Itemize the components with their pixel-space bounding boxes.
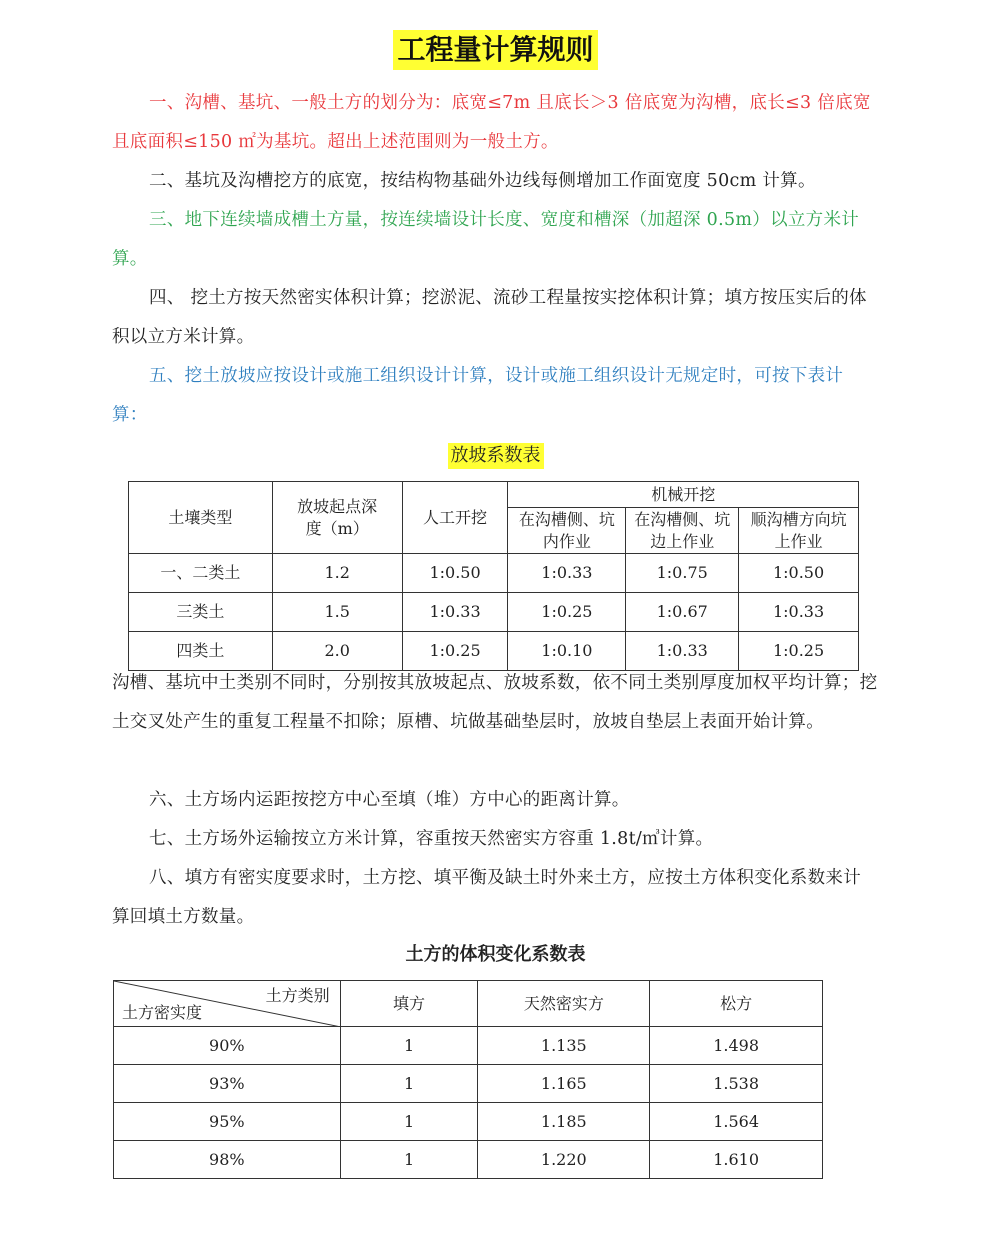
table-cell: 1:0.33 xyxy=(402,593,508,632)
rule-2-paragraph: 二、基坑及沟槽挖方的底宽，按结构物基础外边线每侧增加工作面宽度 50cm 计算。 xyxy=(149,171,816,191)
volume-table-title: 土方的体积变化系数表 xyxy=(405,944,586,965)
slope-table-title: 放坡系数表 xyxy=(448,443,544,469)
table-cell: 1.165 xyxy=(478,1065,650,1103)
table-cell: 90% xyxy=(114,1027,341,1065)
rule-8-paragraph: 八、填方有密实度要求时，土方挖、填平衡及缺土时外来土方，应按土方体积变化系数来计算回填土方数量。 xyxy=(112,868,861,927)
volume-table-title-container xyxy=(0,942,991,968)
table-cell: 1.498 xyxy=(650,1027,823,1065)
volume-change-coefficient-table xyxy=(113,980,823,1179)
table-cell: 93% xyxy=(114,1065,341,1103)
table-cell: 1:0.25 xyxy=(739,632,859,671)
header-mech-sub-2: 在沟槽侧、坑边上作业 xyxy=(626,508,739,554)
rule-3-paragraph: 三、地下连续墙成槽土方量，按连续墙设计长度、宽度和槽深（加超深 0.5m）以立方米计算。 xyxy=(112,210,860,269)
table-cell: 2.0 xyxy=(272,632,402,671)
header-fill: 填方 xyxy=(340,981,478,1027)
rule-7-paragraph: 七、土方场外运输按立方米计算，容重按天然密实方容重 1.8t/㎥计算。 xyxy=(149,829,714,849)
table-row xyxy=(129,593,859,632)
corner-header-category: 土方类别 xyxy=(265,986,330,1005)
table-row xyxy=(114,1103,823,1141)
table-cell: 1 xyxy=(340,1103,478,1141)
title-container xyxy=(0,30,991,70)
header-mechanical: 机械开挖 xyxy=(508,482,859,508)
table-cell: 1 xyxy=(340,1027,478,1065)
table-cell: 1.135 xyxy=(478,1027,650,1065)
table-cell: 1.220 xyxy=(478,1141,650,1179)
header-loose: 松方 xyxy=(650,981,823,1027)
table-cell: 1.564 xyxy=(650,1103,823,1141)
table-cell: 三类土 xyxy=(129,593,273,632)
page-title: 工程量计算规则 xyxy=(393,30,597,70)
table-cell: 一、二类土 xyxy=(129,554,273,593)
table-cell: 1.538 xyxy=(650,1065,823,1103)
table-cell: 98% xyxy=(114,1141,341,1179)
rule-4-paragraph: 四、 挖土方按天然密实体积计算；挖淤泥、流砂工程量按实挖体积计算；填方按压实后的体积以立方米计算。 xyxy=(112,288,867,347)
table-cell: 95% xyxy=(114,1103,341,1141)
header-mech-sub-1: 在沟槽侧、坑内作业 xyxy=(508,508,626,554)
table-cell: 1 xyxy=(340,1065,478,1103)
table-cell: 1:0.75 xyxy=(626,554,739,593)
slope-coefficient-table xyxy=(128,481,859,671)
rule-5-paragraph: 五、挖土放坡应按设计或施工组织设计计算，设计或施工组织设计无规定时，可按下表计算： xyxy=(112,366,844,425)
table-cell: 1 xyxy=(340,1141,478,1179)
table-cell: 1:0.50 xyxy=(739,554,859,593)
table-cell: 1.2 xyxy=(272,554,402,593)
table-cell: 1:0.33 xyxy=(508,554,626,593)
rule-1-paragraph: 一、沟槽、基坑、一般土方的划分为：底宽≤7m 且底长＞3 倍底宽为沟槽，底长≤3 倍底宽且底面积≤150 ㎡为基坑。超出上述范围则为一般土方。 xyxy=(112,93,871,152)
rule-5-note-paragraph: 沟槽、基坑中土类别不同时，分别按其放坡起点、放坡系数，依不同土类别厚度加权平均计算；挖土交叉处产生的重复工程量不扣除；原槽、坑做基础垫层时，放坡自垫层上表面开始计算。 xyxy=(112,673,878,732)
header-soil-type: 土壤类型 xyxy=(129,482,273,554)
corner-header-cell xyxy=(114,981,341,1027)
table-cell: 1:0.25 xyxy=(508,593,626,632)
header-manual: 人工开挖 xyxy=(402,482,508,554)
table-row xyxy=(114,1065,823,1103)
table-cell: 1:0.10 xyxy=(508,632,626,671)
header-mech-sub-3: 顺沟槽方向坑上作业 xyxy=(739,508,859,554)
header-natural: 天然密实方 xyxy=(478,981,650,1027)
table-cell: 四类土 xyxy=(129,632,273,671)
table-row xyxy=(129,554,859,593)
table-cell: 1.5 xyxy=(272,593,402,632)
corner-header-density: 土方密实度 xyxy=(122,1003,203,1022)
table-row xyxy=(114,1027,823,1065)
table-cell: 1:0.33 xyxy=(739,593,859,632)
table-cell: 1:0.33 xyxy=(626,632,739,671)
table-cell: 1.610 xyxy=(650,1141,823,1179)
table-cell: 1:0.67 xyxy=(626,593,739,632)
table-cell: 1:0.50 xyxy=(402,554,508,593)
table-cell: 1.185 xyxy=(478,1103,650,1141)
table-cell: 1:0.25 xyxy=(402,632,508,671)
header-start-depth: 放坡起点深度（m） xyxy=(272,482,402,554)
rule-6-paragraph: 六、土方场内运距按挖方中心至填（堆）方中心的距离计算。 xyxy=(149,790,630,810)
table-row xyxy=(114,1141,823,1179)
slope-table-title-container xyxy=(0,443,991,469)
